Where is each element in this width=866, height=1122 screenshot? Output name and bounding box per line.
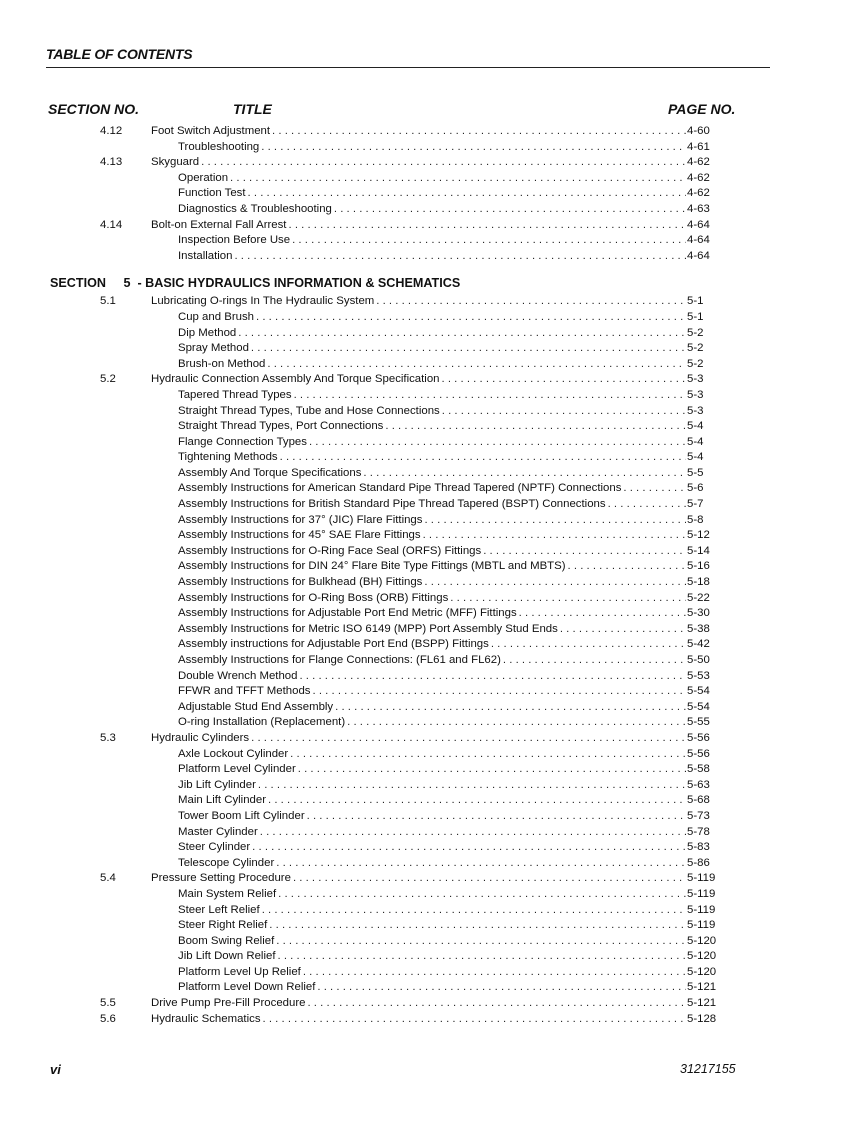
toc-entry-title-line xyxy=(178,544,688,560)
toc-entry-title-line xyxy=(178,747,688,763)
dot-leader xyxy=(263,1012,686,1028)
toc-entry-title-line xyxy=(178,669,688,685)
toc-entry[interactable] xyxy=(0,684,866,700)
toc-entry-title-line xyxy=(151,218,688,234)
toc-entry-title: Platform Level Up Relief xyxy=(178,965,301,978)
toc-entry-title: Jib Lift Down Relief xyxy=(178,950,276,963)
toc-entry-page: 5-120 xyxy=(687,934,717,947)
toc-entry-title-line xyxy=(178,622,688,638)
toc-entry[interactable] xyxy=(0,637,866,653)
toc-entry-page: 5-119 xyxy=(687,887,716,900)
toc-entry[interactable] xyxy=(0,218,866,234)
toc-entry-title-line xyxy=(178,840,688,856)
toc-entry[interactable] xyxy=(0,793,866,809)
toc-entry-page: 5-55 xyxy=(687,716,710,729)
toc-entry-title: Tightening Methods xyxy=(178,451,278,464)
toc-entry[interactable] xyxy=(0,996,866,1012)
toc-entry-title: Inspection Before Use xyxy=(178,234,291,247)
toc-entry-title-line xyxy=(178,559,688,575)
dot-leader xyxy=(299,669,686,685)
toc-entry-number: 5.6 xyxy=(100,1012,116,1025)
toc-entry[interactable] xyxy=(0,544,866,560)
dot-leader xyxy=(307,996,686,1012)
dot-leader xyxy=(307,809,686,825)
toc-entry-title: Assembly Instructions for 37° (JIC) Flare Fittings xyxy=(178,513,423,526)
dot-leader xyxy=(278,887,686,903)
toc-entry-title-line xyxy=(178,497,688,513)
toc-entry[interactable] xyxy=(0,559,866,575)
toc-entry-title: Steer Cylinder xyxy=(178,841,251,854)
toc-entry[interactable] xyxy=(0,233,866,249)
toc-entry-title-line xyxy=(151,731,688,747)
toc-entry-title: Platform Level Cylinder xyxy=(178,763,296,776)
dot-leader xyxy=(262,903,686,919)
toc-entry-page: 5-121 xyxy=(687,997,717,1010)
dot-leader xyxy=(424,575,686,591)
toc-entry-number: 5.4 xyxy=(100,872,116,885)
toc-entry-title: Bolt-on External Fall Arrest xyxy=(151,218,287,231)
toc-entry-page: 5-119 xyxy=(687,903,716,916)
dot-leader xyxy=(376,294,686,310)
toc-entry[interactable] xyxy=(0,528,866,544)
toc-entry-title: Assembly Instructions for DIN 24° Flare Bite Type Fittings (MBTL and MBTS) xyxy=(178,560,566,573)
toc-entry[interactable] xyxy=(0,918,866,934)
dot-leader xyxy=(230,171,686,187)
toc-entry-page: 5-128 xyxy=(687,1012,717,1025)
toc-list xyxy=(0,124,866,1027)
dot-leader xyxy=(623,481,686,497)
toc-entry[interactable] xyxy=(0,171,866,187)
toc-entry-title-line xyxy=(178,934,688,950)
toc-entry[interactable] xyxy=(0,513,866,529)
toc-entry-title: Platform Level Down Relief xyxy=(178,981,316,994)
toc-entry-title: Hydraulic Cylinders xyxy=(151,731,250,744)
toc-entry-title: Double Wrench Method xyxy=(178,669,298,682)
section-heading-label: SECTION 5 - BASIC HYDRAULICS INFORMATION & SCHEMATICS xyxy=(50,276,461,291)
dot-leader xyxy=(276,934,686,950)
toc-entry-page: 5-2 xyxy=(687,326,704,339)
toc-entry-title-line xyxy=(178,466,688,482)
toc-entry-page: 5-56 xyxy=(687,731,710,744)
toc-entry-title-line xyxy=(178,793,688,809)
toc-entry-page: 5-50 xyxy=(687,654,710,666)
dot-leader xyxy=(568,559,686,575)
dot-leader xyxy=(268,793,686,809)
dot-leader xyxy=(267,357,686,373)
toc-entry-page: 5-7 xyxy=(687,498,704,511)
toc-entry-title: Dip Method xyxy=(178,326,237,339)
toc-entry-number: 4.14 xyxy=(100,218,123,231)
toc-entry[interactable] xyxy=(0,294,866,310)
toc-entry-title: Tower Boom Lift Cylinder xyxy=(178,809,305,822)
toc-entry-title-line xyxy=(178,591,688,607)
toc-entry-title: Operation xyxy=(178,171,229,184)
toc-entry-page: 5-3 xyxy=(687,373,704,386)
toc-entry-page: 4-62 xyxy=(687,171,710,184)
toc-entry-title-line xyxy=(178,903,688,919)
dot-leader xyxy=(260,825,686,841)
toc-entry-title: Function Test xyxy=(178,187,246,200)
toc-entry-page: 5-2 xyxy=(687,357,704,370)
toc-entry[interactable] xyxy=(0,481,866,497)
dot-leader xyxy=(424,513,686,529)
toc-entry-page: 5-56 xyxy=(687,747,710,760)
toc-entry[interactable] xyxy=(0,575,866,591)
toc-entry-title: Flange Connection Types xyxy=(178,435,307,448)
toc-entry-title: Cup and Brush xyxy=(178,310,254,323)
toc-entry[interactable] xyxy=(0,341,866,357)
toc-entry-title: Assembly Instructions for American Standard Pipe Thread Tapered (NPTF) Connections xyxy=(178,482,622,495)
column-header-title: TITLE xyxy=(233,101,272,117)
toc-entry-number: 5.2 xyxy=(100,373,116,386)
toc-entry-page: 5-119 xyxy=(687,872,716,885)
toc-entry-page: 4-62 xyxy=(687,156,710,169)
toc-entry-page: 5-53 xyxy=(687,669,710,682)
footer-page-number: vi xyxy=(50,1062,61,1077)
toc-entry-title-line xyxy=(178,762,688,778)
dot-leader xyxy=(313,684,687,700)
toc-entry-title-line xyxy=(178,528,688,544)
toc-entry[interactable] xyxy=(0,1012,866,1028)
toc-entry-title: Straight Thread Types, Port Connections xyxy=(178,420,384,433)
toc-entry[interactable] xyxy=(0,825,866,841)
dot-leader xyxy=(503,653,686,669)
toc-entry-title-line xyxy=(178,637,688,653)
toc-entry-title: Master Cylinder xyxy=(178,825,258,838)
header-divider xyxy=(46,67,770,68)
toc-entry[interactable] xyxy=(0,949,866,965)
toc-entry-page: 4-64 xyxy=(687,249,710,262)
toc-entry-page: 5-4 xyxy=(687,435,704,448)
toc-entry-title-line xyxy=(151,155,688,171)
toc-entry-title: Axle Lockout Cylinder xyxy=(178,747,289,760)
dot-leader xyxy=(298,762,686,778)
toc-entry-title: Steer Right Relief xyxy=(178,919,268,932)
column-header-section: SECTION NO. xyxy=(48,101,140,117)
toc-entry[interactable] xyxy=(0,124,866,140)
toc-entry-page: 4-63 xyxy=(687,202,710,215)
toc-entry-title-line xyxy=(151,124,688,140)
toc-entry-page: 5-73 xyxy=(687,809,710,822)
toc-entry-title-line xyxy=(178,357,688,373)
dot-leader xyxy=(519,606,686,622)
toc-entry-title-line xyxy=(151,294,688,310)
toc-entry[interactable] xyxy=(0,871,866,887)
toc-entry-page: 5-16 xyxy=(687,560,710,573)
toc-entry-title: Boom Swing Relief xyxy=(178,934,275,947)
toc-entry[interactable] xyxy=(0,591,866,607)
toc-entry-page: 5-3 xyxy=(687,388,704,401)
toc-entry-page: 5-14 xyxy=(687,544,710,557)
toc-entry-title-line xyxy=(178,186,688,202)
toc-entry-page: 5-58 xyxy=(687,763,710,776)
dot-leader xyxy=(335,700,686,716)
toc-entry[interactable] xyxy=(0,762,866,778)
toc-entry-title: Assembly Instructions for Metric ISO 6149 (MPP) Port Assembly Stud Ends xyxy=(178,622,558,635)
toc-entry[interactable] xyxy=(0,980,866,996)
dot-leader xyxy=(442,404,686,420)
dot-leader xyxy=(248,186,686,202)
toc-entry-title-line xyxy=(178,684,688,700)
toc-entry-title: Installation xyxy=(178,249,233,262)
toc-entry-page: 5-1 xyxy=(687,310,704,323)
toc-entry[interactable] xyxy=(0,249,866,265)
toc-entry[interactable] xyxy=(0,466,866,482)
toc-entry-title-line xyxy=(178,825,688,841)
toc-entry-title-line xyxy=(178,171,688,187)
toc-entry-page: 5-22 xyxy=(687,591,710,604)
toc-entry-page: 4-61 xyxy=(687,140,710,153)
toc-entry-page: 5-38 xyxy=(687,622,710,635)
dot-leader xyxy=(261,140,686,156)
toc-entry[interactable] xyxy=(0,731,866,747)
toc-entry-title: Assembly Instructions for British Standard Pipe Thread Tapered (BSPT) Connections xyxy=(178,498,606,511)
toc-entry-page: 5-120 xyxy=(687,950,717,963)
toc-entry-title: Assembly Instructions for Bulkhead (BH) Fittings xyxy=(178,576,423,589)
toc-entry-number: 4.13 xyxy=(100,156,123,169)
toc-entry[interactable] xyxy=(0,326,866,342)
dot-leader xyxy=(288,218,686,234)
toc-entry-title: Diagnostics & Troubleshooting xyxy=(178,202,332,215)
dot-leader xyxy=(269,918,686,934)
toc-entry-title-line xyxy=(178,809,688,825)
toc-entry-number: 4.12 xyxy=(100,125,123,137)
toc-entry[interactable] xyxy=(0,310,866,326)
toc-entry-page: 5-83 xyxy=(687,841,710,854)
toc-entry-title-line xyxy=(178,388,688,404)
dot-leader xyxy=(334,202,686,218)
dot-leader xyxy=(423,528,686,544)
toc-entry-title: FFWR and TFFT Methods xyxy=(178,685,311,698)
toc-entry[interactable] xyxy=(0,606,866,622)
toc-entry[interactable] xyxy=(0,778,866,794)
toc-entry[interactable] xyxy=(0,887,866,903)
dot-leader xyxy=(251,731,686,747)
toc-entry-title-line xyxy=(178,481,688,497)
toc-entry-page: 5-12 xyxy=(687,529,710,542)
dot-leader xyxy=(252,840,686,856)
toc-entry[interactable] xyxy=(0,856,866,872)
toc-entry-title: Assembly Instructions for O-Ring Boss (ORB) Fittings xyxy=(178,591,449,604)
toc-entry[interactable] xyxy=(0,450,866,466)
toc-entry-page: 5-1 xyxy=(687,295,704,308)
dot-leader xyxy=(256,310,686,326)
dot-leader xyxy=(293,871,686,887)
dot-leader xyxy=(608,497,686,513)
toc-entry-title-line xyxy=(178,419,688,435)
toc-entry-page: 4-64 xyxy=(687,218,710,231)
toc-entry-title-line xyxy=(151,996,688,1012)
toc-entry-title-line xyxy=(178,980,688,996)
toc-entry[interactable] xyxy=(0,669,866,685)
toc-entry-title-line xyxy=(178,965,688,981)
toc-entry-title-line xyxy=(151,372,688,388)
toc-section-heading xyxy=(0,264,866,294)
toc-entry-page: 5-6 xyxy=(687,482,704,495)
toc-entry-page: 5-86 xyxy=(687,856,710,869)
toc-entry-title: Steer Left Relief xyxy=(178,903,260,916)
toc-entry-title-line xyxy=(178,778,688,794)
toc-entry-title: Straight Thread Types, Tube and Hose Connections xyxy=(178,404,440,417)
toc-entry-page: 5-54 xyxy=(687,685,710,698)
toc-entry-page: 5-4 xyxy=(687,451,704,464)
toc-entry-page: 5-78 xyxy=(687,825,710,838)
toc-entry-page: 5-121 xyxy=(687,981,717,994)
toc-entry-page: 4-60 xyxy=(687,125,710,137)
toc-entry[interactable] xyxy=(0,404,866,420)
toc-entry-title-line xyxy=(178,202,688,218)
toc-entry[interactable] xyxy=(0,715,866,731)
toc-entry-title-line xyxy=(178,450,688,466)
toc-entry-title: Foot Switch Adjustment xyxy=(151,125,271,137)
dot-leader xyxy=(251,341,686,357)
toc-entry-title: Assembly Instructions for 45° SAE Flare Fittings xyxy=(178,529,421,542)
toc-entry-title-line xyxy=(178,606,688,622)
toc-entry-page: 5-30 xyxy=(687,607,710,620)
dot-leader xyxy=(560,622,686,638)
toc-entry-title-line xyxy=(151,1012,688,1028)
toc-entry[interactable] xyxy=(0,965,866,981)
dot-leader xyxy=(238,326,686,342)
dot-leader xyxy=(317,980,686,996)
toc-entry-page: 4-62 xyxy=(687,187,710,200)
toc-entry-page: 5-119 xyxy=(687,919,716,932)
dot-leader xyxy=(309,435,686,451)
toc-entry-title: O-ring Installation (Replacement) xyxy=(178,716,346,729)
toc-entry-title-line xyxy=(178,310,688,326)
toc-entry-title-line xyxy=(178,856,688,872)
dot-leader xyxy=(276,856,686,872)
dot-leader xyxy=(280,450,686,466)
column-header-page: PAGE NO. xyxy=(668,101,736,117)
toc-entry[interactable] xyxy=(0,357,866,373)
toc-entry-page: 5-2 xyxy=(687,342,704,355)
toc-entry-page: 5-18 xyxy=(687,576,710,589)
dot-leader xyxy=(272,124,686,140)
toc-entry-page: 5-8 xyxy=(687,513,704,526)
toc-entry-title-line xyxy=(178,326,688,342)
toc-entry-page: 5-120 xyxy=(687,965,717,978)
toc-entry-title-line xyxy=(178,435,688,451)
toc-entry-title-line xyxy=(178,949,688,965)
dot-leader xyxy=(483,544,686,560)
toc-entry[interactable] xyxy=(0,388,866,404)
dot-leader xyxy=(290,747,686,763)
toc-entry-title: Skyguard xyxy=(151,156,200,169)
toc-entry-title: Pressure Setting Procedure xyxy=(151,872,291,885)
toc-entry[interactable] xyxy=(0,840,866,856)
toc-entry-page: 4-64 xyxy=(687,234,710,247)
toc-entry[interactable] xyxy=(0,435,866,451)
toc-entry[interactable] xyxy=(0,419,866,435)
page-header-title: TABLE OF CONTENTS xyxy=(46,46,193,62)
dot-leader xyxy=(278,949,687,965)
toc-entry-title: Assembly Instructions for Flange Connections: (FL61 and FL62) xyxy=(178,654,501,666)
dot-leader xyxy=(303,965,686,981)
toc-entry-title: Assembly Instructions for Adjustable Port End Metric (MFF) Fittings xyxy=(178,607,517,620)
toc-entry-title: Assembly instructions for Adjustable Port End (BSPP) Fittings xyxy=(178,638,489,651)
toc-entry[interactable] xyxy=(0,700,866,716)
dot-leader xyxy=(234,249,686,265)
toc-entry-title: Hydraulic Connection Assembly And Torque Specification xyxy=(151,373,440,386)
toc-entry-title: Tapered Thread Types xyxy=(178,388,292,401)
toc-entry-number: 5.1 xyxy=(100,295,116,308)
toc-entry-title-line xyxy=(178,341,688,357)
toc-entry[interactable] xyxy=(0,934,866,950)
toc-entry-title: Lubricating O-rings In The Hydraulic System xyxy=(151,295,375,308)
toc-entry-number: 5.5 xyxy=(100,997,116,1010)
toc-entry[interactable] xyxy=(0,903,866,919)
toc-entry-page: 5-4 xyxy=(687,420,704,433)
toc-entry-title-line xyxy=(178,140,688,156)
toc-entry-title: Main Lift Cylinder xyxy=(178,794,266,807)
toc-entry-title-line xyxy=(178,513,688,529)
toc-entry-title-line xyxy=(178,715,688,731)
dot-leader xyxy=(258,778,686,794)
toc-entry[interactable] xyxy=(0,155,866,171)
toc-entry-title-line xyxy=(178,887,688,903)
toc-entry-title-line xyxy=(178,700,688,716)
toc-entry[interactable] xyxy=(0,622,866,638)
dot-leader xyxy=(450,591,686,607)
toc-entry-title: Brush-on Method xyxy=(178,357,266,370)
toc-entry-title-line xyxy=(151,871,688,887)
toc-entry-title: Main System Relief xyxy=(178,887,277,900)
toc-entry[interactable] xyxy=(0,202,866,218)
toc-entry-title-line xyxy=(178,653,688,669)
toc-entry-title: Spray Method xyxy=(178,342,249,355)
toc-entry-number: 5.3 xyxy=(100,731,116,744)
toc-entry-page: 5-3 xyxy=(687,404,704,417)
dot-leader xyxy=(294,388,686,404)
toc-entry[interactable] xyxy=(0,140,866,156)
toc-entry-page: 5-5 xyxy=(687,466,704,479)
toc-entry[interactable] xyxy=(0,653,866,669)
toc-entry-page: 5-42 xyxy=(687,638,710,651)
dot-leader xyxy=(385,419,686,435)
toc-entry-title-line xyxy=(178,249,688,265)
toc-entry-title: Hydraulic Schematics xyxy=(151,1012,261,1025)
toc-entry-title-line xyxy=(178,918,688,934)
toc-entry-title-line xyxy=(178,404,688,420)
toc-entry-page: 5-63 xyxy=(687,778,710,791)
toc-entry-title: Adjustable Stud End Assembly xyxy=(178,700,334,713)
toc-entry[interactable] xyxy=(0,186,866,202)
dot-leader xyxy=(347,715,686,731)
toc-entry-page: 5-54 xyxy=(687,700,710,713)
dot-leader xyxy=(292,233,686,249)
toc-entry[interactable] xyxy=(0,747,866,763)
toc-entry-title-line xyxy=(178,575,688,591)
toc-entry-title: Drive Pump Pre-Fill Procedure xyxy=(151,997,306,1010)
toc-entry-title-line xyxy=(178,233,688,249)
toc-entry-title: Assembly Instructions for O-Ring Face Seal (ORFS) Fittings xyxy=(178,544,482,557)
footer-document-number: 31217155 xyxy=(680,1062,736,1076)
dot-leader xyxy=(491,637,686,653)
dot-leader xyxy=(363,466,686,482)
toc-entry-title: Telescope Cylinder xyxy=(178,856,275,869)
dot-leader xyxy=(201,155,686,171)
toc-entry-page: 5-68 xyxy=(687,794,710,807)
toc-entry-title: Troubleshooting xyxy=(178,140,260,153)
toc-entry[interactable] xyxy=(0,372,866,388)
toc-entry-title: Jib Lift Cylinder xyxy=(178,778,256,791)
toc-entry[interactable] xyxy=(0,809,866,825)
toc-entry[interactable] xyxy=(0,497,866,513)
toc-entry-title: Assembly And Torque Specifications xyxy=(178,466,362,479)
dot-leader xyxy=(442,372,686,388)
